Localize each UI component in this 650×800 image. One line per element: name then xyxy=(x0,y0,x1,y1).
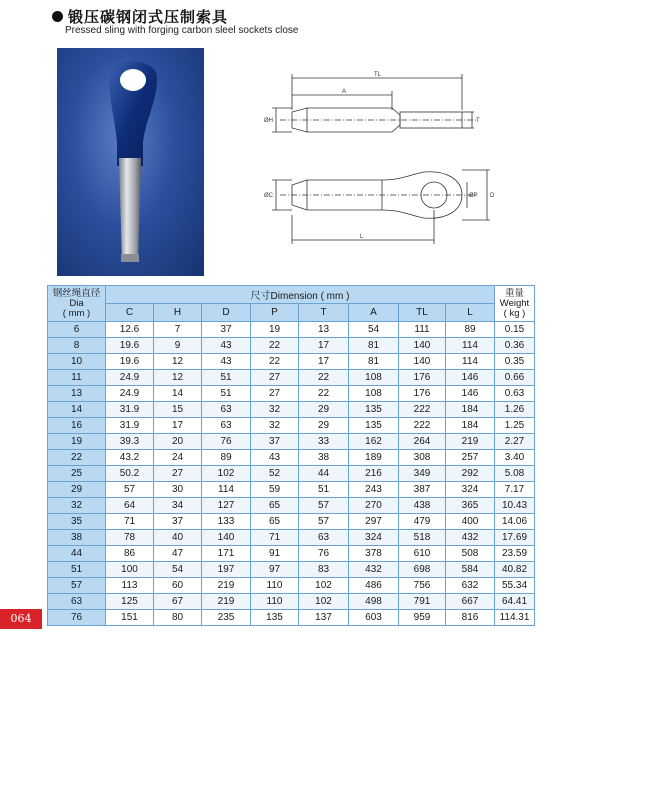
dimension-cell: 151 xyxy=(106,610,154,626)
dimension-cell: 71 xyxy=(251,530,299,546)
dimension-cell: 432 xyxy=(446,530,495,546)
dia-cell: 10 xyxy=(48,354,106,370)
dia-cell: 6 xyxy=(48,322,106,338)
dimension-cell: 222 xyxy=(399,418,446,434)
weight-column-header: 重量 Weight ( kg ) xyxy=(495,286,535,322)
weight-cell: 114.31 xyxy=(495,610,535,626)
dimension-cell: 43 xyxy=(251,450,299,466)
dimension-cell: 60 xyxy=(154,578,202,594)
table-row xyxy=(48,562,535,578)
dia-cell: 32 xyxy=(48,498,106,514)
dimension-cell: 54 xyxy=(349,322,399,338)
page-title: 锻压碳钢闭式压制索具 xyxy=(68,8,229,26)
dia-cell: 22 xyxy=(48,450,106,466)
dimension-cell: 756 xyxy=(399,578,446,594)
weight-cell: 40.82 xyxy=(495,562,535,578)
dia-cell: 57 xyxy=(48,578,106,594)
dimension-cell: 264 xyxy=(399,434,446,450)
dimension-cell: 257 xyxy=(446,450,495,466)
dimension-cell: 176 xyxy=(399,370,446,386)
dimension-cell: 133 xyxy=(202,514,251,530)
dimension-cell: 19.6 xyxy=(106,354,154,370)
dimension-cell: 44 xyxy=(299,466,349,482)
dimension-cell: 292 xyxy=(446,466,495,482)
dia-cell: 51 xyxy=(48,562,106,578)
dimension-cell: 162 xyxy=(349,434,399,450)
table-row xyxy=(48,514,535,530)
dimension-cell: 71 xyxy=(106,514,154,530)
weight-cell: 0.15 xyxy=(495,322,535,338)
label-h: ØH xyxy=(264,118,273,124)
dimension-cell: 31.9 xyxy=(106,402,154,418)
dia-cell: 29 xyxy=(48,482,106,498)
dimension-cell: 20 xyxy=(154,434,202,450)
dimension-cell: 197 xyxy=(202,562,251,578)
dimension-cell: 17 xyxy=(299,338,349,354)
dimension-cell: 102 xyxy=(299,578,349,594)
dimension-cell: 31.9 xyxy=(106,418,154,434)
column-header-h: H xyxy=(154,304,202,322)
dimension-cell: 81 xyxy=(349,354,399,370)
weight-cell: 10.43 xyxy=(495,498,535,514)
dimension-cell: 76 xyxy=(202,434,251,450)
dimension-cell: 184 xyxy=(446,402,495,418)
dimension-cell: 43 xyxy=(202,338,251,354)
table-row xyxy=(48,338,535,354)
dimension-cell: 698 xyxy=(399,562,446,578)
dimension-cell: 324 xyxy=(349,530,399,546)
dimension-cell: 184 xyxy=(446,418,495,434)
weight-cell: 1.25 xyxy=(495,418,535,434)
dimension-cell: 65 xyxy=(251,514,299,530)
dimension-cell: 37 xyxy=(251,434,299,450)
dimension-cell: 222 xyxy=(399,402,446,418)
dimension-cell: 40 xyxy=(154,530,202,546)
dimension-cell: 486 xyxy=(349,578,399,594)
weight-cell: 1.26 xyxy=(495,402,535,418)
dimension-cell: 114 xyxy=(202,482,251,498)
table-row xyxy=(48,610,535,626)
weight-cell: 55.34 xyxy=(495,578,535,594)
dimension-cell: 216 xyxy=(349,466,399,482)
dimension-cell: 125 xyxy=(106,594,154,610)
dimension-cell: 19.6 xyxy=(106,338,154,354)
technical-drawing xyxy=(262,70,502,250)
dimension-cell: 57 xyxy=(106,482,154,498)
table-row xyxy=(48,370,535,386)
dimension-cell: 17 xyxy=(154,418,202,434)
dimension-cell: 32 xyxy=(251,418,299,434)
column-header-row xyxy=(48,304,535,322)
dimension-cell: 102 xyxy=(299,594,349,610)
dia-cell: 63 xyxy=(48,594,106,610)
dimension-cell: 114 xyxy=(446,338,495,354)
dimension-cell: 479 xyxy=(399,514,446,530)
dimension-cell: 349 xyxy=(399,466,446,482)
dimension-cell: 171 xyxy=(202,546,251,562)
dimension-cell: 603 xyxy=(349,610,399,626)
table-row xyxy=(48,466,535,482)
dimension-cell: 176 xyxy=(399,386,446,402)
dimension-cell: 54 xyxy=(154,562,202,578)
dimension-cell: 34 xyxy=(154,498,202,514)
column-header-t: T xyxy=(299,304,349,322)
dimension-cell: 7 xyxy=(154,322,202,338)
dimension-cell: 400 xyxy=(446,514,495,530)
dimension-cell: 59 xyxy=(251,482,299,498)
column-header-c: C xyxy=(106,304,154,322)
dimension-cell: 135 xyxy=(251,610,299,626)
label-t: T xyxy=(476,118,480,124)
dia-cell: 44 xyxy=(48,546,106,562)
dimension-cell: 667 xyxy=(446,594,495,610)
column-header-p: P xyxy=(251,304,299,322)
table-row xyxy=(48,578,535,594)
dimension-cell: 51 xyxy=(299,482,349,498)
dimension-cell: 219 xyxy=(202,594,251,610)
dimension-cell: 57 xyxy=(299,498,349,514)
dimension-cell: 27 xyxy=(251,386,299,402)
dimension-cell: 24.9 xyxy=(106,370,154,386)
column-header-d: D xyxy=(202,304,251,322)
dia-cell: 14 xyxy=(48,402,106,418)
dia-cell: 38 xyxy=(48,530,106,546)
weight-cell: 7.17 xyxy=(495,482,535,498)
dimension-cell: 50.2 xyxy=(106,466,154,482)
dimension-cell: 378 xyxy=(349,546,399,562)
dimension-cell: 127 xyxy=(202,498,251,514)
dimension-cell: 498 xyxy=(349,594,399,610)
dimension-cell: 27 xyxy=(251,370,299,386)
dimension-cell: 37 xyxy=(202,322,251,338)
dimension-cell: 64 xyxy=(106,498,154,514)
dia-cell: 8 xyxy=(48,338,106,354)
dimension-cell: 57 xyxy=(299,514,349,530)
dimension-cell: 113 xyxy=(106,578,154,594)
dimension-cell: 78 xyxy=(106,530,154,546)
dimension-cell: 108 xyxy=(349,386,399,402)
dimension-cell: 110 xyxy=(251,594,299,610)
dimension-cell: 51 xyxy=(202,370,251,386)
dimension-cell: 297 xyxy=(349,514,399,530)
dimension-cell: 89 xyxy=(202,450,251,466)
dimension-cell: 432 xyxy=(349,562,399,578)
dimension-group-header: 尺寸Dimension ( mm ) xyxy=(106,286,495,304)
table-row xyxy=(48,402,535,418)
dimension-cell: 97 xyxy=(251,562,299,578)
dimension-cell: 508 xyxy=(446,546,495,562)
dimension-cell: 76 xyxy=(299,546,349,562)
dimension-cell: 100 xyxy=(106,562,154,578)
weight-cell: 64.41 xyxy=(495,594,535,610)
dimension-cell: 29 xyxy=(299,402,349,418)
dimension-cell: 51 xyxy=(202,386,251,402)
dimension-cell: 438 xyxy=(399,498,446,514)
dimension-cell: 39.3 xyxy=(106,434,154,450)
dimension-cell: 108 xyxy=(349,370,399,386)
weight-cell: 5.08 xyxy=(495,466,535,482)
table-row xyxy=(48,354,535,370)
page-subtitle: Pressed sling with forging carbon sleel sockets close xyxy=(65,25,299,36)
table-row xyxy=(48,594,535,610)
table-row xyxy=(48,418,535,434)
dimension-cell: 137 xyxy=(299,610,349,626)
label-d: D xyxy=(490,193,495,199)
dimension-cell: 17 xyxy=(299,354,349,370)
dimension-cell: 67 xyxy=(154,594,202,610)
bullet-dot xyxy=(52,11,63,22)
dimension-cell: 610 xyxy=(399,546,446,562)
dimension-cell: 81 xyxy=(349,338,399,354)
dimension-cell: 32 xyxy=(251,402,299,418)
weight-cell: 2.27 xyxy=(495,434,535,450)
table-row xyxy=(48,450,535,466)
product-photo xyxy=(57,48,204,276)
column-header-tl: TL xyxy=(399,304,446,322)
table-row xyxy=(48,498,535,514)
dimension-cell: 584 xyxy=(446,562,495,578)
dimension-cell: 12 xyxy=(154,354,202,370)
dimension-cell: 114 xyxy=(446,354,495,370)
dimension-cell: 43.2 xyxy=(106,450,154,466)
dimension-cell: 63 xyxy=(202,418,251,434)
dimension-cell: 324 xyxy=(446,482,495,498)
dimension-cell: 24.9 xyxy=(106,386,154,402)
dimension-cell: 33 xyxy=(299,434,349,450)
dimension-cell: 632 xyxy=(446,578,495,594)
dia-cell: 13 xyxy=(48,386,106,402)
label-c: ØC xyxy=(264,193,273,199)
table-row xyxy=(48,546,535,562)
dimension-cell: 22 xyxy=(251,338,299,354)
dimension-cell: 959 xyxy=(399,610,446,626)
dimension-cell: 102 xyxy=(202,466,251,482)
dimension-cell: 135 xyxy=(349,418,399,434)
weight-cell: 14.06 xyxy=(495,514,535,530)
weight-cell: 23.59 xyxy=(495,546,535,562)
dimension-cell: 63 xyxy=(202,402,251,418)
dimension-cell: 83 xyxy=(299,562,349,578)
dimension-cell: 270 xyxy=(349,498,399,514)
dia-column-header: 钢丝绳直径 Dia ( mm ) xyxy=(48,286,106,322)
dimension-cell: 24 xyxy=(154,450,202,466)
socket-photo-illustration xyxy=(57,48,204,276)
dimension-cell: 140 xyxy=(202,530,251,546)
dimension-cell: 111 xyxy=(399,322,446,338)
dimension-cell: 791 xyxy=(399,594,446,610)
page-number: 064 xyxy=(0,609,42,629)
column-header-a: A xyxy=(349,304,399,322)
dimension-cell: 65 xyxy=(251,498,299,514)
dimension-cell: 219 xyxy=(202,578,251,594)
dimension-table xyxy=(47,285,535,626)
title-row xyxy=(52,6,228,27)
dimension-cell: 22 xyxy=(299,370,349,386)
dimension-cell: 43 xyxy=(202,354,251,370)
label-a: A xyxy=(342,89,347,95)
dimension-cell: 38 xyxy=(299,450,349,466)
dimension-cell: 47 xyxy=(154,546,202,562)
dimension-cell: 13 xyxy=(299,322,349,338)
dimension-cell: 140 xyxy=(399,354,446,370)
dia-cell: 11 xyxy=(48,370,106,386)
dia-cell: 16 xyxy=(48,418,106,434)
dimension-cell: 365 xyxy=(446,498,495,514)
dimension-cell: 91 xyxy=(251,546,299,562)
dia-cell: 25 xyxy=(48,466,106,482)
dimension-cell: 14 xyxy=(154,386,202,402)
label-tl: TL xyxy=(374,72,382,78)
dimension-cell: 30 xyxy=(154,482,202,498)
dimension-cell: 235 xyxy=(202,610,251,626)
dia-cell: 19 xyxy=(48,434,106,450)
dimension-cell: 80 xyxy=(154,610,202,626)
table-row xyxy=(48,322,535,338)
dimension-cell: 22 xyxy=(251,354,299,370)
dimension-cell: 243 xyxy=(349,482,399,498)
weight-cell: 3.40 xyxy=(495,450,535,466)
table-row xyxy=(48,482,535,498)
dimension-cell: 86 xyxy=(106,546,154,562)
weight-cell: 0.36 xyxy=(495,338,535,354)
dimension-cell: 219 xyxy=(446,434,495,450)
dimension-cell: 89 xyxy=(446,322,495,338)
table-row xyxy=(48,386,535,402)
dimension-cell: 110 xyxy=(251,578,299,594)
weight-cell: 17.69 xyxy=(495,530,535,546)
table-row xyxy=(48,434,535,450)
dimension-cell: 518 xyxy=(399,530,446,546)
dimension-cell: 22 xyxy=(299,386,349,402)
dia-cell: 35 xyxy=(48,514,106,530)
dimension-cell: 135 xyxy=(349,402,399,418)
dimension-cell: 146 xyxy=(446,370,495,386)
dia-cell: 76 xyxy=(48,610,106,626)
column-header-l: L xyxy=(446,304,495,322)
dimension-cell: 387 xyxy=(399,482,446,498)
label-p: ØP xyxy=(469,193,478,199)
table-body xyxy=(48,322,535,626)
dimension-cell: 308 xyxy=(399,450,446,466)
dimension-cell: 816 xyxy=(446,610,495,626)
dimension-cell: 15 xyxy=(154,402,202,418)
dimension-cell: 27 xyxy=(154,466,202,482)
dimension-cell: 19 xyxy=(251,322,299,338)
table-row xyxy=(48,530,535,546)
dimension-cell: 29 xyxy=(299,418,349,434)
dimension-cell: 63 xyxy=(299,530,349,546)
dimension-cell: 140 xyxy=(399,338,446,354)
dimension-cell: 12.6 xyxy=(106,322,154,338)
dimension-cell: 9 xyxy=(154,338,202,354)
weight-cell: 0.35 xyxy=(495,354,535,370)
dimension-cell: 52 xyxy=(251,466,299,482)
dimension-cell: 189 xyxy=(349,450,399,466)
weight-cell: 0.63 xyxy=(495,386,535,402)
dimension-cell: 37 xyxy=(154,514,202,530)
weight-cell: 0.66 xyxy=(495,370,535,386)
dimension-cell: 12 xyxy=(154,370,202,386)
dimension-cell: 146 xyxy=(446,386,495,402)
label-l: L xyxy=(360,234,364,240)
